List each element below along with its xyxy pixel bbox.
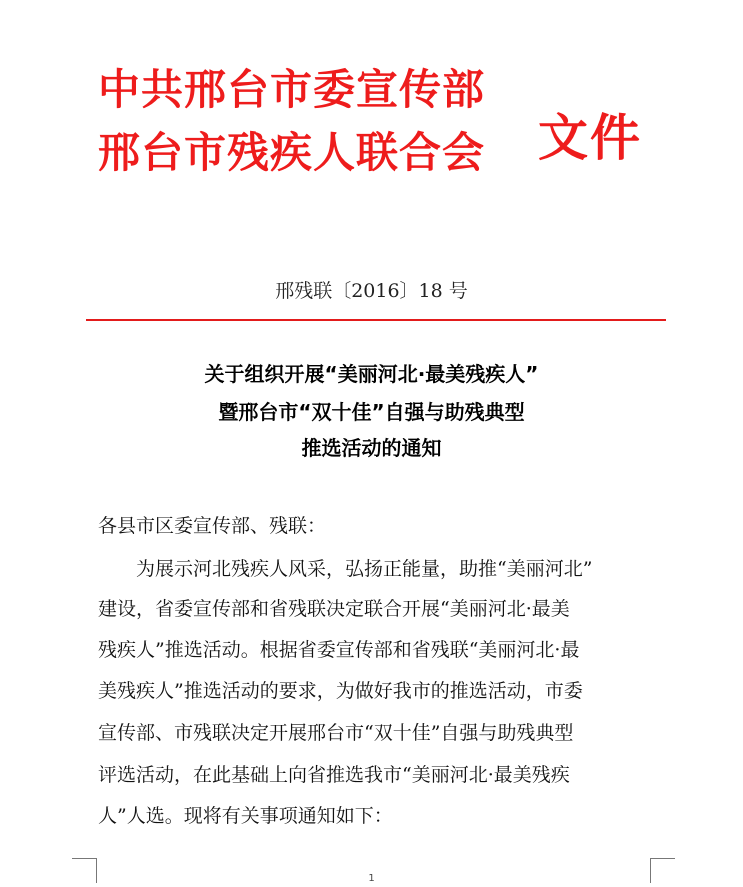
document-number: 邢残联〔2016〕18 号 <box>275 280 468 302</box>
body-line-3: 残疾人”推选活动。根据省委宣传部和省残联“美丽河北·最 <box>98 639 580 661</box>
red-divider-line <box>86 319 666 321</box>
body-line-5: 宣传部、市残联决定开展邢台市“双十佳”自强与助残典型 <box>98 722 574 744</box>
title-line-2: 暨邢台市“双十佳”自强与助残典型 <box>218 400 525 424</box>
body-line-4: 美残疾人”推选活动的要求，为做好我市的推选活动，市委 <box>98 680 583 702</box>
salutation: 各县市区委宣传部、残联： <box>98 515 327 537</box>
body-line-7: 人”人选。现将有关事项通知如下： <box>98 805 393 827</box>
document-type-label: 文件 <box>538 109 642 167</box>
body-line-6: 评选活动，在此基础上向省推选我市“美丽河北·最美残疾 <box>98 764 570 786</box>
page-number: 1 <box>368 873 375 884</box>
body-line-2: 建设，省委宣传部和省残联决定联合开展“美丽河北·最美 <box>98 598 570 620</box>
title-line-1: 关于组织开展“美丽河北·最美残疾人” <box>204 362 539 386</box>
title-line-3: 推选活动的通知 <box>301 436 442 460</box>
body-line-1: 为展示河北残疾人风采，弘扬正能量，助推“美丽河北” <box>98 558 593 580</box>
org-name-line-1: 中共邢台市委宣传部 <box>98 65 486 114</box>
org-name-line-2: 邢台市残疾人联合会 <box>98 128 486 177</box>
